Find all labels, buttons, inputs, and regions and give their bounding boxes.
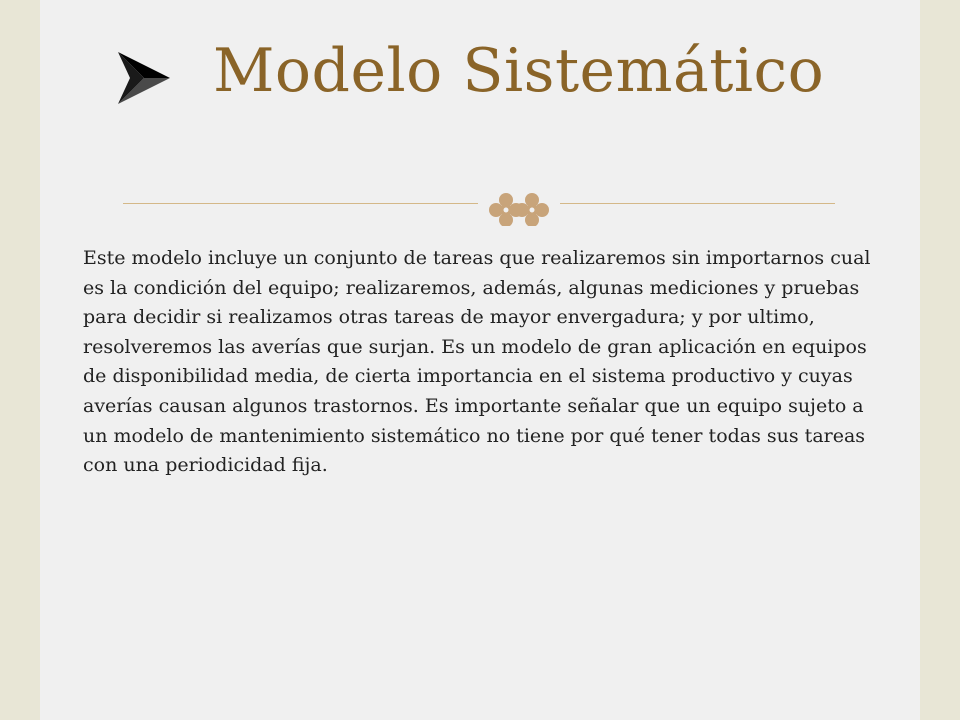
- slide-title: Modelo Sistemático: [213, 36, 825, 106]
- title-row: [40, 30, 920, 130]
- slide: [40, 0, 920, 720]
- divider-left: [123, 203, 478, 204]
- arrowhead-bullet-icon: [116, 50, 172, 106]
- quatrefoil-ornament-icon: [480, 178, 560, 226]
- body-paragraph: Este modelo incluye un conjunto de tareas que realizaremos sin importarnos cual es la condición del equipo; realizaremos, además, algunas mediciones y pruebas para decidir si realizamos otras tareas de mayor envergadura; y por ultimo, resolveremos las averías que surjan. Es un modelo de gran aplicación en equipos de disponibilidad media, de cierta importancia en el sistema productivo y cuyas averías causan algunos trastornos. Es importante señalar que un equipo sujeto a un modelo de mantenimiento sistemático no tiene por qué tener todas sus tareas con una periodicidad fija.: [83, 247, 871, 477]
- divider-right: [560, 203, 835, 204]
